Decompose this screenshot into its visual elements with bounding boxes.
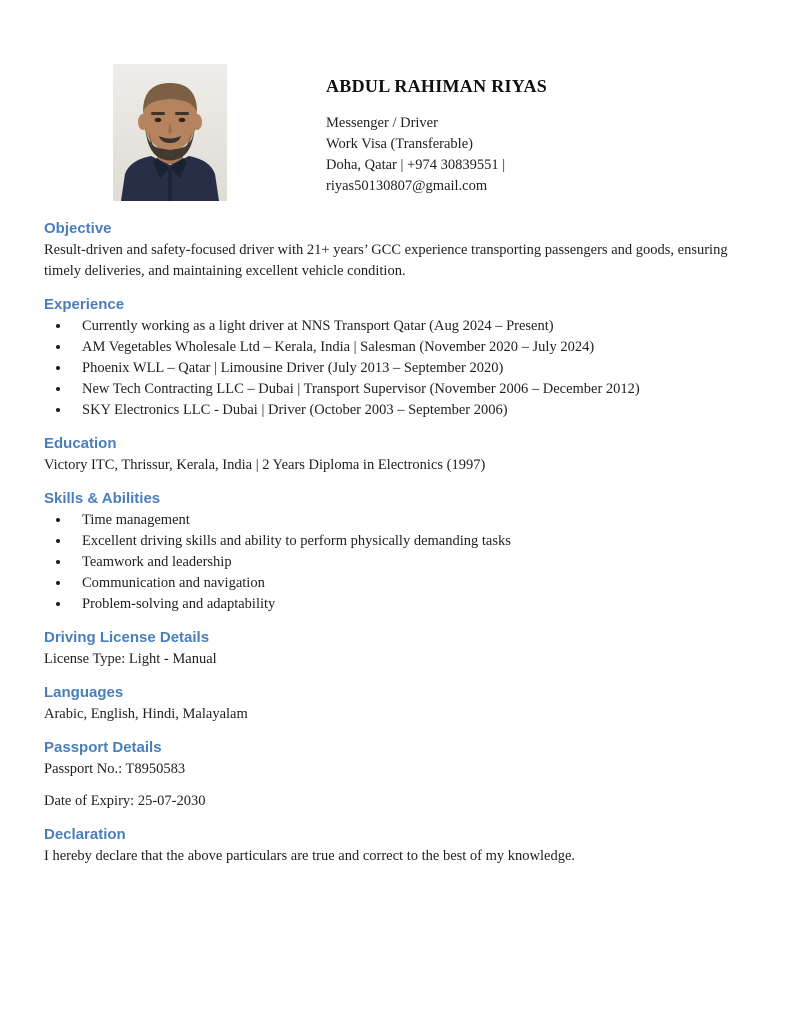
section-heading-experience: Experience [44,296,125,313]
experience-item: • SKY Electronics LLC - Dubai | Driver (October 2003 – September 2006) [71,400,754,421]
profile-photo-illustration [113,64,227,201]
section-heading-skills: Skills & Abilities [44,490,161,507]
experience-item: • Currently working as a light driver at NNS Transport Qatar (Aug 2024 – Present) [71,316,754,337]
person-name: ABDUL RAHIMAN RIYAS [326,76,548,96]
passport-expiry: Date of Expiry: 25-07-2030 [44,793,206,809]
visa-status: Work Visa (Transferable) [326,136,473,152]
section-heading-license: Driving License Details [44,629,210,646]
resume-body [44,206,754,867]
section-heading-education: Education [44,435,117,452]
skill-item: • Teamwork and leadership [71,552,754,573]
location-phone: Doha, Qatar | +974 30839551 | [326,157,506,173]
section-heading-languages: Languages [44,684,124,701]
skills-list [44,510,754,615]
section-heading-declaration: Declaration [44,826,126,843]
skill-item: • Problem-solving and adaptability [71,594,754,615]
job-title: Messenger / Driver [326,115,438,131]
passport-number: Passport No.: T8950583 [44,761,186,777]
skill-item: • Time management [71,510,754,531]
skill-item: • Communication and navigation [71,573,754,594]
objective-text: Result-driven and safety-focused driver with 21+ years’ GCC experience transporting passengers and goods, ensuring timely deliveries, and maintaining excellent vehicle condition. [44,242,728,279]
languages-text: Arabic, English, Hindi, Malayalam [44,706,248,722]
experience-item: • AM Vegetables Wholesale Ltd – Kerala, India | Salesman (November 2020 – July 2024) [71,337,754,358]
section-heading-objective: Objective [44,220,112,237]
declaration-text: I hereby declare that the above particulars are true and correct to the best of my knowledge. [44,848,576,864]
experience-item: • New Tech Contracting LLC – Dubai | Transport Supervisor (November 2006 – December 2012) [71,379,754,400]
profile-photo [113,64,227,201]
skill-item: • Excellent driving skills and ability to perform physically demanding tasks [71,531,754,552]
experience-item: • Phoenix WLL – Qatar | Limousine Driver (July 2013 – September 2020) [71,358,754,379]
email-address: riyas50130807@gmail.com [326,178,488,194]
header-block [326,76,746,197]
education-text: Victory ITC, Thrissur, Kerala, India | 2 Years Diploma in Electronics (1997) [44,457,486,473]
license-text: License Type: Light - Manual [44,651,217,667]
section-heading-passport: Passport Details [44,739,162,756]
experience-list [44,316,754,421]
